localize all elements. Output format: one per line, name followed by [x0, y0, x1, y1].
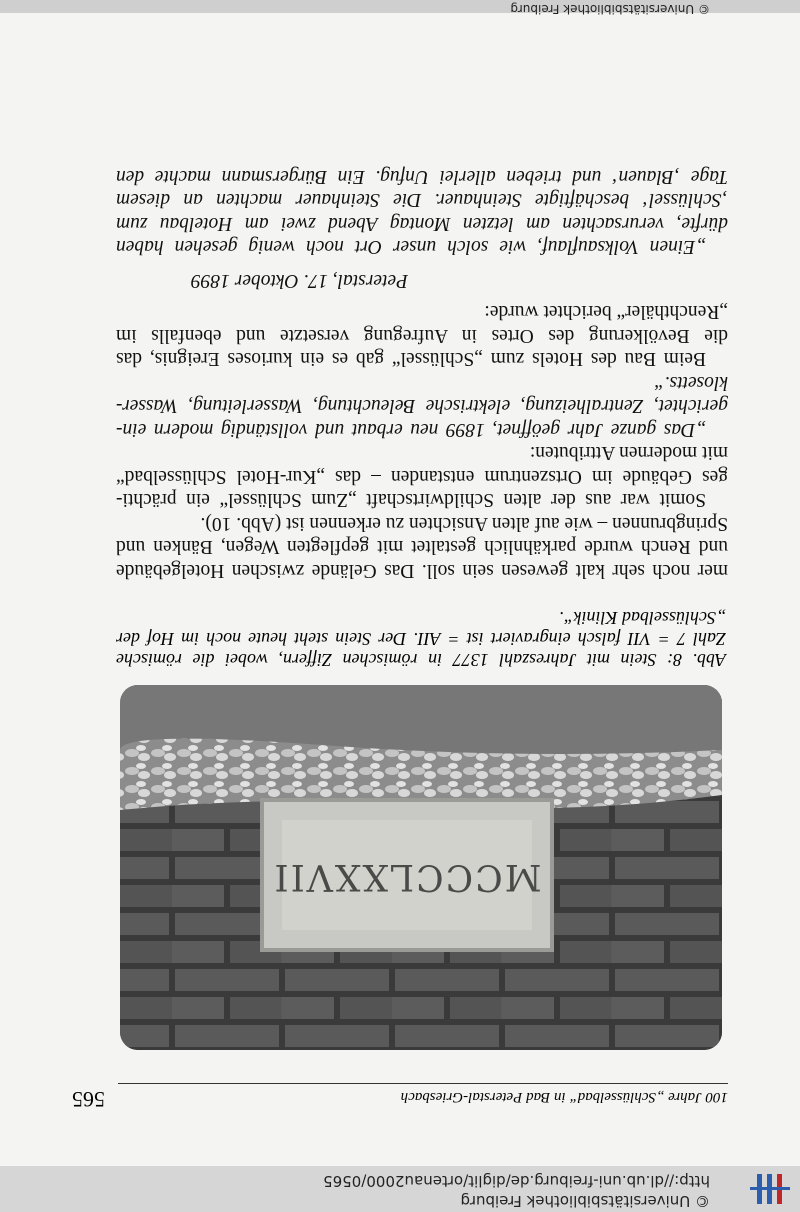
text-line: ges Gebäude im Ortszentrum entstanden – das „Kur-Hotel Schlüsselbad“ — [116, 466, 728, 487]
text-line: die Bevölkerung des Ortes in Aufregung versetzte und ebenfalls im — [116, 325, 728, 346]
text-line: Somit war aus der alten Schildwirtschaft „Zum Schlüssel“ ein prächti- — [116, 489, 706, 511]
ub-freiburg-logo-icon — [750, 1172, 790, 1204]
viewer-top-bar — [0, 1166, 800, 1212]
quote-line: klosetts.“ — [653, 372, 728, 393]
body-text — [116, 165, 728, 583]
quote-line: ‚Schlüssel‘ beschäftigte Steinhauer. Die Steinhauer machten an diesem — [116, 189, 728, 211]
source-url-link[interactable]: http://dl.ub.uni-freiburg.de/diglit/ortenau2000/0565 — [323, 1172, 710, 1190]
text-line: mit modernen Attributen: — [529, 442, 728, 464]
text-line: Beim Bau des Hotels zum „Schlüssel“ gab es ein kurioses Ereignis, das — [116, 348, 706, 370]
quote-line: dürfte, verursachten am letzten Montag Abend zwei am Hotelbau zum — [116, 213, 728, 234]
text-line: und Rench wurde parkähnlich gestaltet mit gepflegten Wegen, Bänken und — [116, 536, 728, 558]
text-line: Springbrunnen – wie auf alten Ansichten zu erkennen ist (Abb. 10). — [200, 513, 728, 534]
quote-line: „Das ganze Jahr geöffnet, 1899 neu erbaut und vollständig modern ein- — [116, 419, 706, 440]
caption-line: Zahl 7 = VII falsch eingraviert ist = AII. Der Stein steht heute noch im Hof der — [116, 629, 726, 649]
quote-line: gerichtet, Zentralheizung, elektrische Beleuchtung, Wasserleitung, Wasser- — [116, 395, 728, 417]
viewer-bottom-bar — [0, 0, 800, 16]
figure-caption — [116, 607, 726, 670]
dateline: Peterstal, 17. Oktober 1899 — [190, 270, 408, 291]
page-number: 565 — [72, 1087, 105, 1112]
caption-line: Abb. 8: Stein mit Jahreszahl 1377 in römischen Ziffern, wobei die römische — [116, 650, 726, 670]
running-head: 100 Jahre „Schlüsselbad“ in Bad Peterstal-Griesbach — [118, 1083, 728, 1105]
quote-line: Tage ‚Blauen‘ und trieben allerlei Unfug. Ein Bürgersmann machte den — [116, 166, 728, 187]
bottom-library-credit: © Universitätsbibliothek Freiburg — [510, 2, 710, 16]
caption-line: „Schlüsselbad Klinik“. — [558, 608, 726, 628]
quote-line: „Einen Volksauflauf, wie solch unser Ort noch wenig gesehen haben — [116, 236, 706, 258]
stone-inscription: MCCCLXXVII — [272, 856, 542, 897]
library-credit: © Universitätsbibliothek Freiburg — [460, 1192, 710, 1210]
text-line: mer noch sehr kalt gewesen sein soll. Das Gelände zwischen Hotelgebäude — [116, 560, 728, 581]
text-line: „Renchthäler“ berichtet wurde: — [484, 301, 728, 323]
stone-photo — [120, 685, 722, 1050]
